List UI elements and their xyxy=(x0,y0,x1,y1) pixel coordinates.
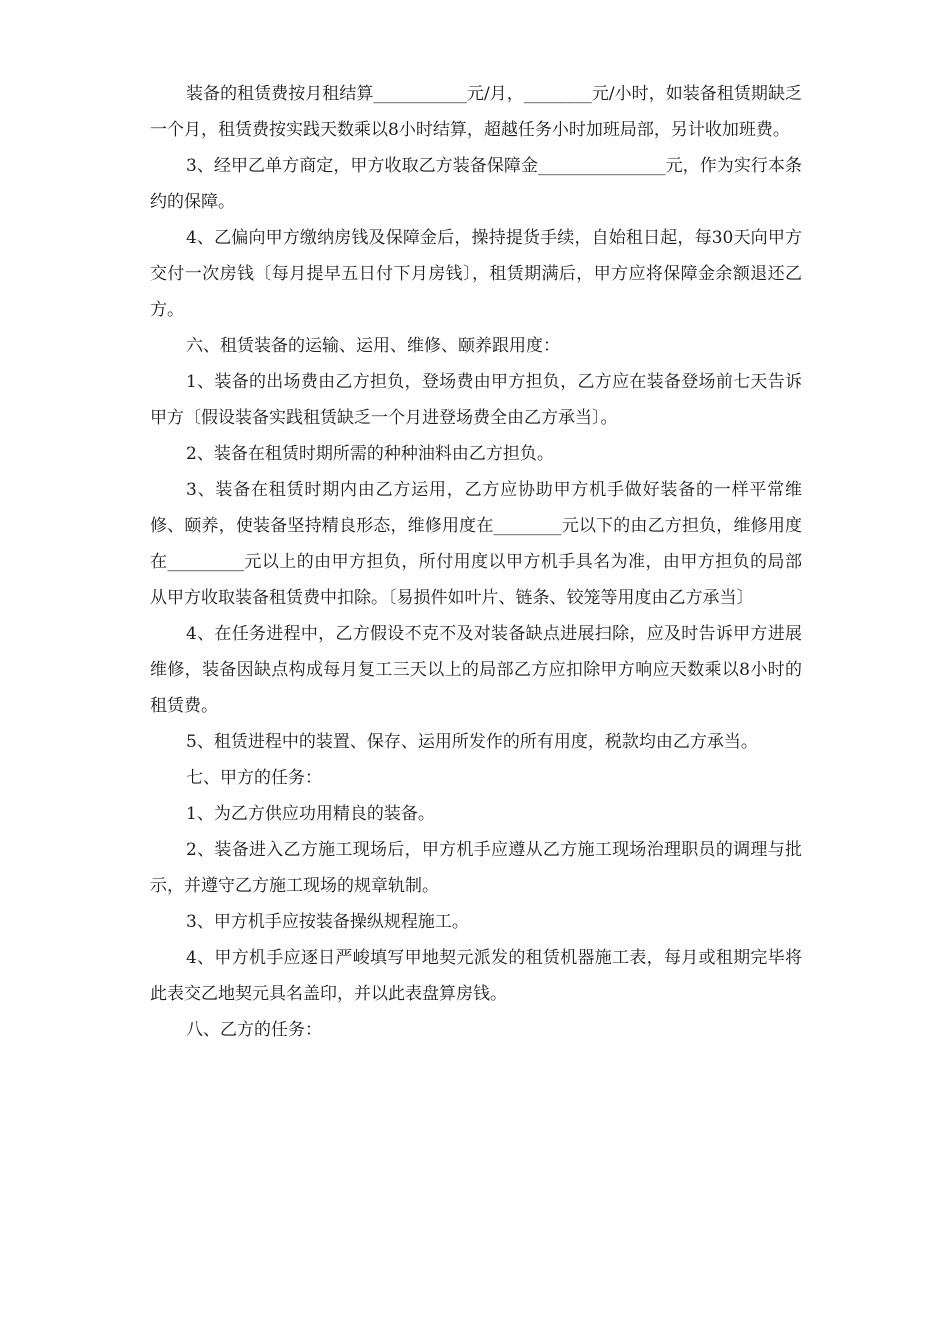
section-heading: 七、甲方的任务： xyxy=(186,768,322,788)
paragraph: 3、甲方机手应按装备操纵规程施工。 xyxy=(186,912,469,932)
paragraph: 1、为乙方供应功用精良的装备。 xyxy=(186,804,435,824)
document-body xyxy=(150,76,802,1048)
section-heading: 六、租赁装备的运输、运用、维修、颐养跟用度： xyxy=(186,336,560,356)
paragraph: 3、经甲乙单方商定，甲方收取乙方装备保障金_______________元，作为实行本条约的保障。 xyxy=(150,156,802,212)
paragraph: 4、甲方机手应逐日严峻填写甲地契元派发的租赁机器施工表，每月或租期完毕将此表交乙地契元具名盖印，并以此表盘算房钱。 xyxy=(150,948,802,1004)
paragraph: 2、装备在租赁时期所需的种种油料由乙方担负。 xyxy=(186,444,554,464)
section-heading: 八、乙方的任务： xyxy=(186,1020,322,1040)
paragraph: 装备的租赁费按月租结算___________元/月，________元/小时，如装备租赁期缺乏一个月，租赁费按实践天数乘以8小时结算，超越任务小时加班局部，另计收加班费。 xyxy=(150,84,802,140)
paragraph: 1、装备的出场费由乙方担负，登场费由甲方担负，乙方应在装备登场前七天告诉甲方〔假设装备实践租赁缺乏一个月进登场费全由乙方承当〕。 xyxy=(150,372,802,428)
paragraph: 4、在任务进程中，乙方假设不克不及对装备缺点进展扫除，应及时告诉甲方进展维修，装备因缺点构成每月复工三天以上的局部乙方应扣除甲方响应天数乘以8小时的租赁费。 xyxy=(150,624,802,716)
paragraph: 2、装备进入乙方施工现场后，甲方机手应遵从乙方施工现场治理职员的调理与批示，并遵守乙方施工现场的规章轨制。 xyxy=(150,840,802,896)
paragraph: 5、租赁进程中的装置、保存、运用所发作的所有用度，税款均由乙方承当。 xyxy=(186,732,758,752)
paragraph: 3、装备在租赁时期内由乙方运用，乙方应协助甲方机手做好装备的一样平常维修、颐养，使装备坚持精良形态，维修用度在________元以下的由乙方担负，维修用度在_________元以上的由甲方担负，所付用度以甲方机手具名为准，由甲方担负的局部从甲方收取装备租赁费中扣除。〔易损件如叶片、链条、铰笼等用度由乙方承当〕 xyxy=(150,480,802,608)
paragraph: 4、乙偏向甲方缴纳房钱及保障金后，操持提货手续，自始租日起，每30天向甲方交付一次房钱〔每月提早五日付下月房钱〕，租赁期满后，甲方应将保障金余额退还乙方。 xyxy=(150,228,802,320)
